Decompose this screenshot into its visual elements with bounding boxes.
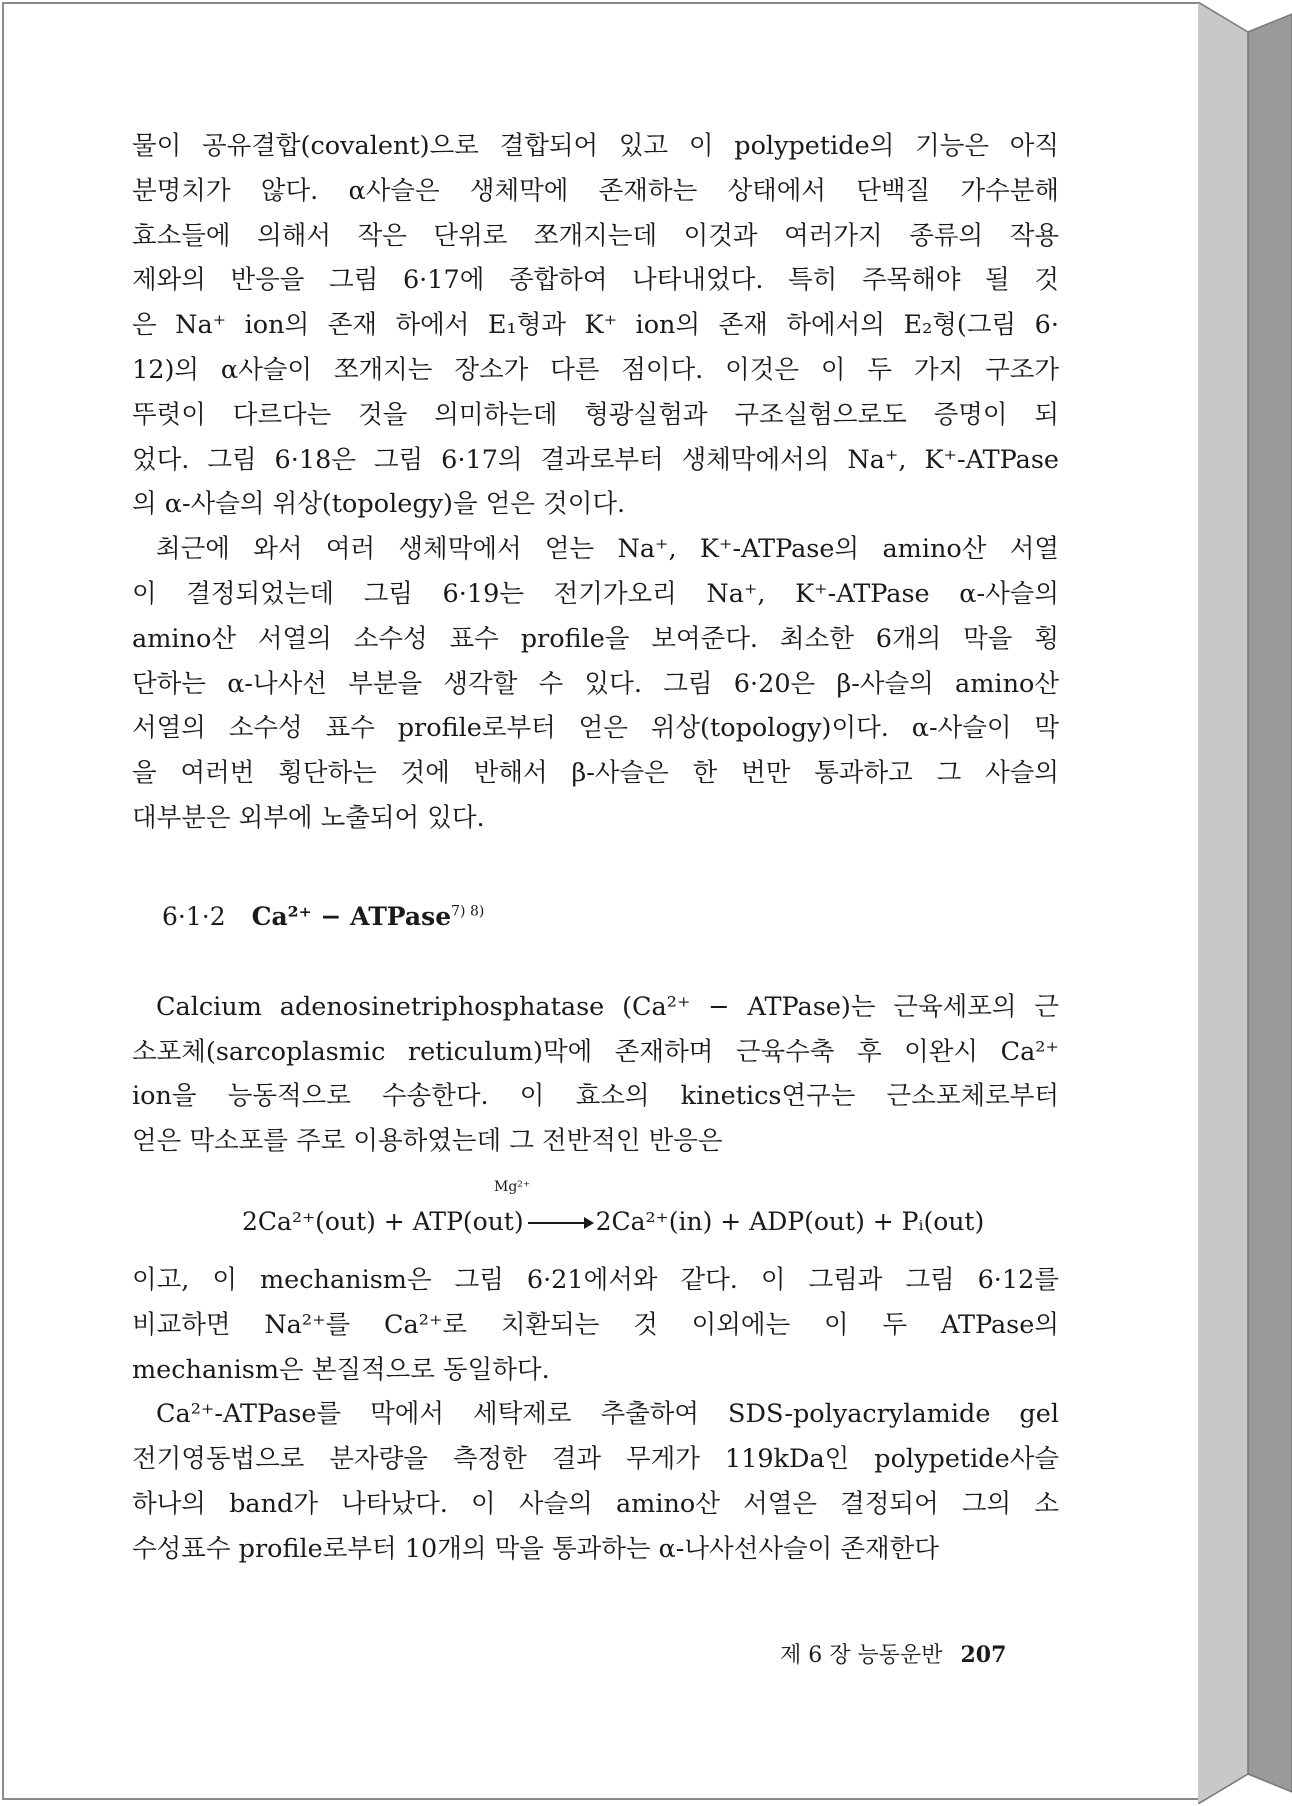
text-line: 비교하면 Na²⁺를 Ca²⁺로 치환되는 것 이외에는 이 두 ATPase의 bbox=[132, 1309, 1059, 1340]
text-line: Ca²⁺-ATPase를 막에서 세탁제로 추출하여 SDS-polyacrylamide gel bbox=[156, 1399, 1059, 1430]
paragraph bbox=[132, 124, 1059, 527]
page-number: 207 bbox=[960, 1642, 1007, 1668]
reaction-arrow-icon bbox=[528, 1222, 592, 1224]
section-refs: 7) 8) bbox=[451, 903, 485, 920]
text-line: 얻은 막소포를 주로 이용하였는데 그 전반적인 반응은 bbox=[132, 1126, 723, 1157]
paragraph bbox=[132, 527, 1059, 841]
text-line: 은 Na⁺ ion의 존재 하에서 E₁형과 K⁺ ion의 존재 하에서의 E₂형(그림 6· bbox=[132, 310, 1059, 341]
text-line: 었다. 그림 6·18은 그림 6·17의 결과로부터 생체막에서의 Na⁺, K⁺-ATPase bbox=[132, 444, 1059, 475]
section-number: 6·1·2 bbox=[162, 901, 226, 931]
text-line: 전기영동법으로 분자량을 측정한 결과 무게가 119kDa인 polypetide사슬 bbox=[132, 1444, 1059, 1475]
paragraph bbox=[132, 985, 1059, 1164]
text-line: 분명치가 않다. α사슬은 생체막에 존재하는 상태에서 단백질 가수분해 bbox=[132, 175, 1059, 206]
text-line: 최근에 와서 여러 생체막에서 얻는 Na⁺, K⁺-ATPase의 amino산 서열 bbox=[156, 534, 1059, 565]
text-block-2 bbox=[132, 985, 1059, 1164]
text-line: 이 결정되었는데 그림 6·19는 전기가오리 Na⁺, K⁺-ATPase α-사슬의 bbox=[132, 578, 1059, 609]
book-page bbox=[2, 2, 1200, 1800]
text-block-3 bbox=[132, 1258, 1059, 1572]
equation-left: 2Ca²⁺(out) + ATP(out) bbox=[242, 1206, 524, 1236]
text-line: amino산 서열의 소수성 표수 profile을 보여준다. 최소한 6개의 막을 횡 bbox=[132, 623, 1059, 654]
page-body bbox=[132, 124, 1059, 1572]
paragraph bbox=[132, 1392, 1059, 1571]
text-line: 12)의 α사슬이 쪼개지는 장소가 다른 점이다. 이것은 이 두 가지 구조가 bbox=[132, 354, 1059, 385]
text-line: 수성표수 profile로부터 10개의 막을 통과하는 α-나사선사슬이 존재한다 bbox=[132, 1533, 939, 1564]
section-title: Ca²⁺ − ATPase bbox=[251, 901, 452, 931]
equation-catalyst: Mg²⁺ bbox=[494, 1178, 531, 1195]
book-edge bbox=[1198, 2, 1292, 1804]
page-footer bbox=[780, 1638, 1006, 1669]
text-line: 의 α-사슬의 위상(topolegy)을 얻은 것이다. bbox=[132, 489, 626, 520]
text-line: 하나의 band가 나타났다. 이 사슬의 amino산 서열은 결정되어 그의 소 bbox=[132, 1488, 1059, 1519]
text-line: 단하는 α-나사선 부분을 생각할 수 있다. 그림 6·20은 β-사슬의 amino산 bbox=[132, 668, 1059, 699]
section-heading bbox=[132, 897, 1059, 937]
text-line: 서열의 소수성 표수 profile로부터 얻은 위상(topology)이다. α-사슬이 막 bbox=[132, 713, 1059, 744]
text-line: ion을 능동적으로 수송한다. 이 효소의 kinetics연구는 근소포체로부터 bbox=[132, 1081, 1059, 1112]
text-line: 뚜렷이 다르다는 것을 의미하는데 형광실험과 구조실험으로도 증명이 되 bbox=[132, 399, 1059, 430]
equation-right: 2Ca²⁺(in) + ADP(out) + Pᵢ(out) bbox=[595, 1206, 985, 1236]
chapter-label: 제 6 장 능동운반 bbox=[780, 1643, 943, 1668]
text-line: mechanism은 본질적으로 동일하다. bbox=[132, 1354, 550, 1385]
text-line: 을 여러번 횡단하는 것에 반해서 β-사슬은 한 번만 통과하고 그 사슬의 bbox=[132, 758, 1059, 789]
text-line: 이고, 이 mechanism은 그림 6·21에서와 같다. 이 그림과 그림 6·12를 bbox=[132, 1264, 1059, 1295]
text-line: 대부분은 외부에 노출되어 있다. bbox=[132, 802, 485, 833]
text-line: 물이 공유결합(covalent)으로 결합되어 있고 이 polypetide의 기능은 아직 bbox=[132, 131, 1059, 161]
text-block-1 bbox=[132, 124, 1059, 841]
text-line: Calcium adenosinetriphosphatase (Ca²⁺ − ATPase)는 근육세포의 근 bbox=[156, 991, 1059, 1022]
text-line: 소포체(sarcoplasmic reticulum)막에 존재하며 근육수축 후 이완시 Ca²⁺ bbox=[132, 1036, 1059, 1067]
paragraph bbox=[132, 1258, 1059, 1392]
reaction-equation bbox=[132, 1170, 1059, 1246]
text-line: 제와의 반응을 그림 6·17에 종합하여 나타내었다. 특히 주목해야 될 것 bbox=[132, 265, 1059, 296]
text-line: 효소들에 의해서 작은 단위로 쪼개지는데 이것과 여러가지 종류의 작용 bbox=[132, 220, 1059, 251]
